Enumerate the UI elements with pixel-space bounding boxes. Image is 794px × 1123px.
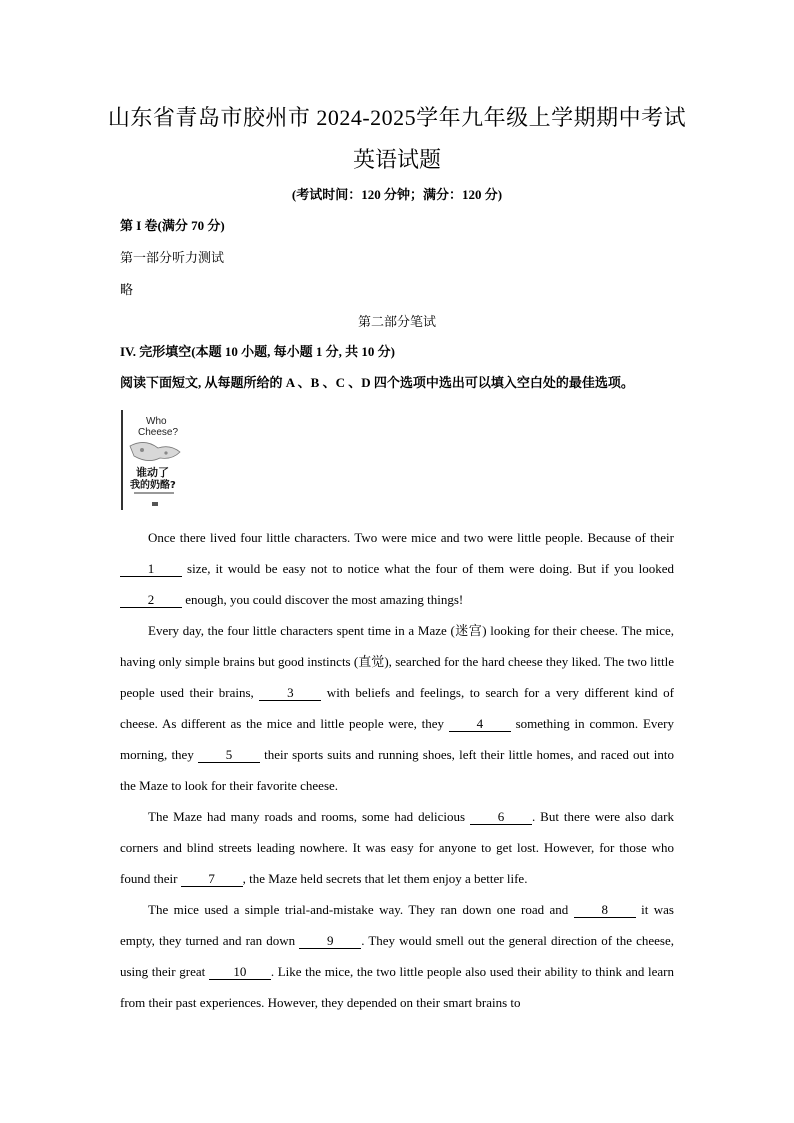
book-cover-image xyxy=(120,408,190,512)
blank-3: 3 xyxy=(259,686,321,701)
cover-text-cheese: Cheese? xyxy=(138,427,179,438)
blank-2: 2 xyxy=(120,593,182,608)
exam-info: (考试时间：120 分钟；满分：120 分) xyxy=(291,187,503,202)
part1-heading: 第一部分听力测试 xyxy=(120,250,225,265)
passage xyxy=(120,522,674,1018)
blank-6: 6 xyxy=(470,810,532,825)
volume-heading: 第 I 卷(满分 70 分) xyxy=(120,218,225,233)
cover-text-cn2: 我的奶酪? xyxy=(130,480,176,491)
blank-7: 7 xyxy=(181,872,243,887)
cloze-heading: IV. 完形填空(本题 10 小题, 每小题 1 分, 共 10 分) xyxy=(120,344,395,359)
blank-5: 5 xyxy=(198,748,260,763)
cloze-instruction: 阅读下面短文, 从每题所给的 A 、B 、C 、D 四个选项中选出可以填入空白处的最佳选项。 xyxy=(120,375,634,390)
document-title: 山东省青岛市胶州市 2024-2025学年九年级上学期期中考试 xyxy=(107,105,687,130)
cover-text-cn1: 谁动了 xyxy=(136,466,169,479)
blank-1: 1 xyxy=(120,562,182,577)
passage-paragraph-4: The mice used a simple trial-and-mistake way. They ran down one road and 8 it was empty, they turned and ran down 9 . They would smell out the general direction of the cheese, using their great 10 . Like the mice, the two little people also used their ability to think and learn from their past experiences. However, they depended on their smart brains to xyxy=(120,902,675,1010)
blank-4: 4 xyxy=(449,717,511,732)
blank-10: 10 xyxy=(209,965,271,980)
document-subtitle: 英语试题 xyxy=(352,147,441,172)
blank-8: 8 xyxy=(574,903,636,918)
part2-heading: 第二部分笔试 xyxy=(357,314,436,329)
passage-paragraph-1: Once there lived four little characters. Two were mice and two were little people. Because of their 1 size, it would be easy not to notice what the four of them were doing. But if you looked 2 enough, you could discover the most amazing things! xyxy=(120,522,674,615)
blank-9: 9 xyxy=(299,934,361,949)
passage-paragraph-3: The Maze had many roads and rooms, some had delicious 6 . But there were also dark corners and blind streets leading nowhere. It was easy for anyone to get lost. However, for those who found their 7 , the Maze held secrets that let them enjoy a better life. xyxy=(120,809,675,886)
part1-note: 略 xyxy=(120,282,134,297)
passage-paragraph-2: Every day, the four little characters spent time in a Maze (迷宫) looking for their cheese. The mice, having only simple brains but good instincts (直觉), searched for the hard cheese they liked. The two little people used their brains, 3 with beliefs and feelings, to search for a very different kind of cheese. As different as the mice and little people were, they 4 something in common. Every morning, they 5 their sports suits and running shoes, left their little homes, and raced out into the Maze to look for their favorite cheese. xyxy=(120,623,675,793)
cover-text-who: Who xyxy=(146,416,167,427)
